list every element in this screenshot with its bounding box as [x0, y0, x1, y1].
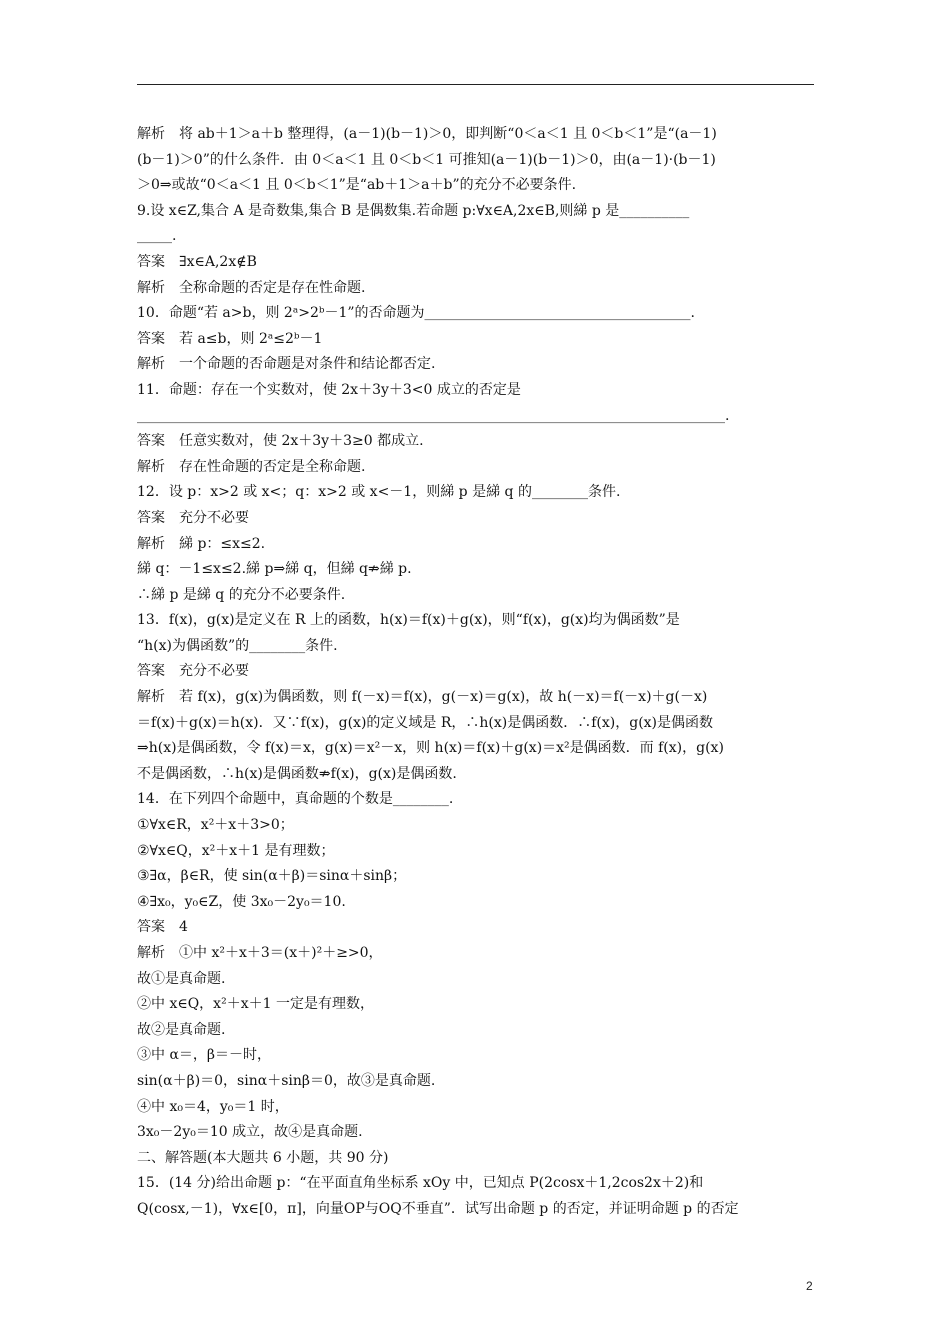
text-line: ③∃α，β∈R，使 sin(α＋β)＝sinα＋sinβ； [137, 868, 407, 885]
text-line: 11．命题：存在一个实数对，使 2x＋3y＋3<0 成立的否定是 [137, 381, 521, 398]
header-rule [137, 84, 814, 85]
text-line: 12．设 p：x>2 或 x<；q：x>2 或 x<－1，则綈 p 是綈 q 的________条件. [137, 484, 621, 501]
text-line: ＝f(x)＋g(x)＝h(x)．又∵f(x)，g(x)的定义域是 R，∴h(x)是偶函数．∴f(x)，g(x)是偶函数 [137, 714, 714, 731]
text-line: ④中 x₀＝4，y₀＝1 时， [137, 1098, 289, 1115]
text-line: ④∃x₀，y₀∈Z，使 3x₀－2y₀＝10. [137, 893, 346, 910]
text-line: 故①是真命题. [137, 970, 226, 987]
text-line: Q(cosx,－1)，∀x∈[0，π]，向量OP与OQ不垂直”．试写出命题 p 的否定，并证明命题 p 的否定 [137, 1200, 739, 1217]
text-line: ②中 x∈Q，x²＋x＋1 一定是有理数， [137, 996, 374, 1013]
text-line: 故②是真命题. [137, 1021, 226, 1038]
text-line: 解析 一个命题的否命题是对条件和结论都否定. [137, 356, 436, 373]
text-line: ∴綈 p 是綈 q 的充分不必要条件. [137, 586, 346, 603]
text-line: 解析 綈 p：≤x≤2. [137, 535, 266, 552]
text-line: 解析 全称命题的否定是存在性命题. [137, 279, 366, 296]
text-line: ____________________________________________________________________________________. [137, 407, 730, 424]
text-line: 不是偶函数，∴h(x)是偶函数⇏f(x)，g(x)是偶函数. [137, 765, 457, 782]
text-line: (b－1)＞0”的什么条件．由 0＜a＜1 且 0＜b＜1 可推知(a－1)(b－1)＞0，由(a－1)·(b－1) [137, 151, 716, 168]
page-number: 2 [806, 1279, 813, 1293]
text-line: 答案 充分不必要 [137, 663, 249, 680]
text-line: 10．命题“若 a>b，则 2ᵃ>2ᵇ－1”的否命题为______________________________________. [137, 305, 695, 322]
document-body [137, 122, 814, 1223]
text-line: 二、解答题(本大题共 6 小题，共 90 分) [137, 1149, 389, 1166]
text-line: ＞0⇒或故“0＜a＜1 且 0＜b＜1”是“ab＋1＞a＋b”的充分不必要条件. [137, 177, 577, 194]
text-line: ②∀x∈Q，x²＋x＋1 是有理数； [137, 842, 335, 859]
text-line: 解析 若 f(x)，g(x)为偶函数，则 f(－x)＝f(x)，g(－x)＝g(x)，故 h(－x)＝f(－x)＋g(－x) [137, 689, 708, 706]
text-line: 答案 充分不必要 [137, 509, 249, 526]
text-line: 答案 ∃x∈A,2x∉B [137, 253, 257, 270]
text-line: 解析 将 ab＋1＞a＋b 整理得，(a－1)(b－1)＞0，即判断“0＜a＜1 且 0＜b＜1”是“(a－1) [137, 126, 717, 142]
text-line: 解析 存在性命题的否定是全称命题. [137, 458, 366, 475]
text-line: 答案 若 a≤b，则 2ᵃ≤2ᵇ－1 [137, 330, 323, 347]
text-line: 答案 任意实数对，使 2x＋3y＋3≥0 都成立. [137, 433, 424, 450]
text-line: 3x₀－2y₀＝10 成立，故④是真命题. [137, 1124, 363, 1141]
text-line: sin(α＋β)＝0，sinα＋sinβ＝0，故③是真命题. [137, 1072, 436, 1089]
text-line: ③中 α＝，β＝－时， [137, 1047, 271, 1064]
text-line: 答案 4 [137, 919, 188, 936]
text-line: 綈 q：－1≤x≤2.綈 p⇒綈 q，但綈 q⇏綈 p. [137, 561, 412, 578]
text-line: 14．在下列四个命题中，真命题的个数是________. [137, 791, 454, 808]
text-line: 13．f(x)，g(x)是定义在 R 上的函数，h(x)＝f(x)＋g(x)，则“f(x)，g(x)均为偶函数”是 [137, 612, 680, 629]
text-line: ①∀x∈R，x²＋x＋3>0； [137, 817, 294, 834]
text-line: 15．(14 分)给出命题 p：“在平面直角坐标系 xOy 中，已知点 P(2cosx＋1,2cos2x＋2)和 [137, 1175, 704, 1192]
text-line: 解析 ①中 x²＋x＋3＝(x＋)²＋≥>0， [137, 945, 383, 961]
text-line: ⇒h(x)是偶函数，令 f(x)＝x，g(x)＝x²－x，则 h(x)＝f(x)＋g(x)＝x²是偶函数．而 f(x)，g(x) [137, 740, 724, 757]
text-line: _____. [137, 228, 177, 245]
text-line: 9.设 x∈Z,集合 A 是奇数集,集合 B 是偶数集.若命题 p:∀x∈A,2x∈B,则綈 p 是__________ [137, 202, 690, 219]
text-line: “h(x)为偶函数”的________条件. [137, 637, 338, 654]
